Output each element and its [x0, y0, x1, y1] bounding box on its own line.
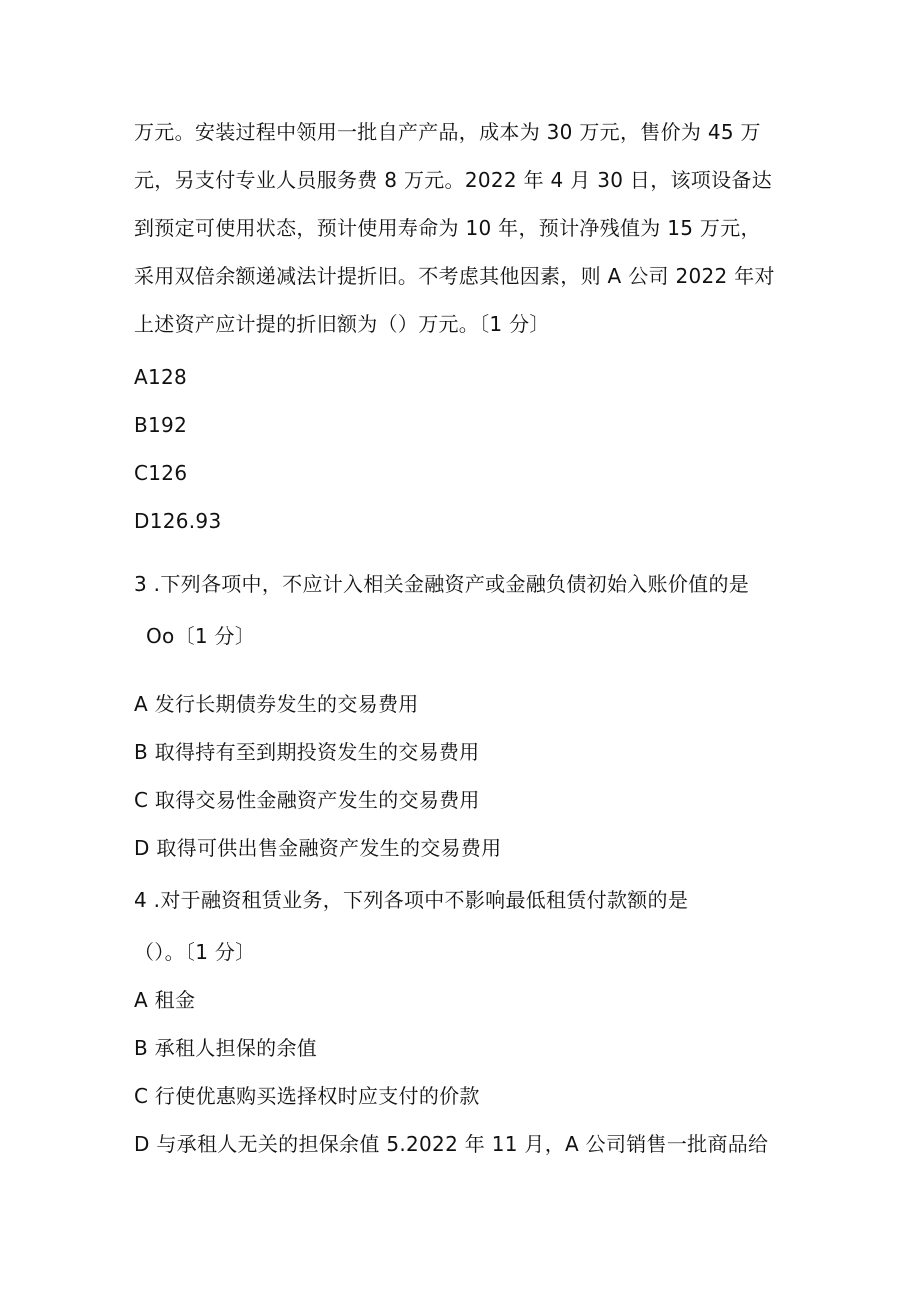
- q2-text-line-3: 到预定可使用状态，预计使用寿命为 10 年，预计净残值为 15 万元，: [134, 216, 761, 240]
- q3-option-b: B 取得持有至到期投资发生的交易费用: [134, 740, 480, 764]
- q4-text-line-2: （）。〔1 分〕: [134, 940, 256, 964]
- q2-option-b: B192: [134, 413, 188, 437]
- q2-option-a: A128: [134, 365, 188, 389]
- q3-text-line-2: Oo〔1 分〕: [146, 624, 256, 648]
- q2-text-line-2: 元，另支付专业人员服务费 8 万元。2022 年 4 月 30 日，该项设备达: [134, 168, 772, 192]
- q2-text-line-4: 采用双倍余额递减法计提折旧。不考虑其他因素，则 A 公司 2022 年对: [134, 264, 775, 288]
- q4-option-b: B 承租人担保的余值: [134, 1036, 318, 1060]
- q3-option-d: D 取得可供出售金融资产发生的交易费用: [134, 836, 502, 860]
- q4-option-a: A 租金: [134, 988, 196, 1012]
- q2-option-d: D126.93: [134, 509, 222, 533]
- q3-text-line-1: 3 .下列各项中，不应计入相关金融资产或金融负债初始入账价值的是: [134, 572, 750, 596]
- q4-option-c: C 行使优惠购买选择权时应支付的价款: [134, 1084, 480, 1108]
- q2-option-c: C126: [134, 461, 188, 485]
- q4-option-d: D 与承租人无关的担保余值 5.2022 年 11 月，A 公司销售一批商品给: [134, 1132, 769, 1156]
- q3-option-c: C 取得交易性金融资产发生的交易费用: [134, 788, 480, 812]
- q4-text-line-1: 4 .对于融资租赁业务，下列各项中不影响最低租赁付款额的是: [134, 888, 689, 912]
- q2-text-line-1: 万元。安装过程中领用一批自产产品，成本为 30 万元，售价为 45 万: [134, 120, 761, 144]
- q2-text-line-5: 上述资产应计提的折旧额为（）万元。〔1 分〕: [134, 312, 550, 336]
- q3-option-a: A 发行长期债券发生的交易费用: [134, 692, 419, 716]
